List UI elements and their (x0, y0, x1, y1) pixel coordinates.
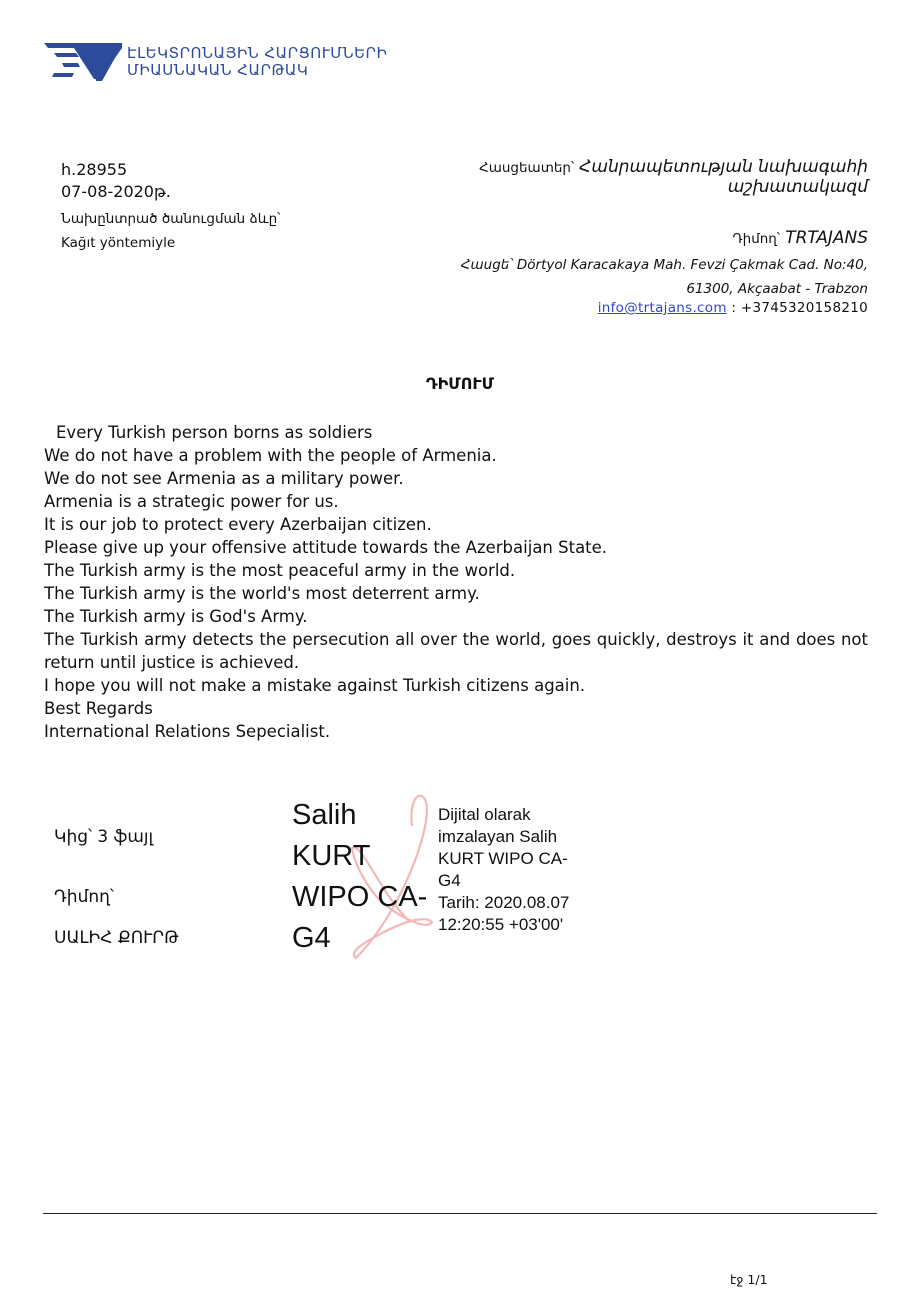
notify-label: Նախընտրած ծանուցման ձևը՝ (61, 211, 281, 227)
sig-name-line: Salih (292, 799, 357, 831)
sig-name-line: G4 (292, 922, 331, 954)
contact-line (598, 297, 868, 319)
phone-number: +3745320158210 (740, 300, 868, 316)
recipient-block (408, 157, 868, 197)
sig-info-line: imzalayan Salih (438, 827, 558, 846)
reference-date: 07-08-2020թ. (61, 182, 171, 201)
attachment-count: Կից՝ 3 ֆայլ (54, 827, 154, 847)
address-block (388, 253, 868, 301)
signature-applicant-label: Դիմող՝ (54, 887, 114, 907)
address-label: Հասցե՝ (460, 257, 513, 273)
signature-applicant-name: ՍԱԼԻՀ ՔՈՒՐԹ (54, 928, 179, 948)
notify-method: Kağıt yöntemiyle (61, 235, 176, 251)
body-line: We do not see Armenia as a military power. (44, 469, 404, 488)
contact-separator: : (726, 300, 741, 316)
sig-info-line: G4 (438, 871, 461, 890)
recipient-label: Հասցեատեր՝ (479, 160, 575, 176)
body-line: Every Turkish person borns as soldiers (56, 423, 373, 442)
org-name-line1: ԷԼԵԿՏՐՈՆԱՅԻՆ ՀԱՐՑՈՒՄՆԵՐԻ (127, 44, 388, 62)
body-line: Best Regards (44, 699, 153, 718)
body-line: The Turkish army detects the persecution all over the world, goes quickly, destroys it and does not return until justice is achieved. (44, 630, 868, 672)
body-line: The Turkish army is God's Army. (44, 607, 308, 626)
org-name-line2: ՄԻԱՍՆԱԿԱՆ ՀԱՐԹԱԿ (127, 61, 309, 79)
applicant-name: TRTAJANS (785, 228, 868, 248)
recipient-line2: աշխատակազմ (727, 177, 868, 197)
footer-divider (43, 1213, 877, 1214)
sig-info-line: Tarih: 2020.08.07 (438, 893, 570, 912)
body-line: Please give up your offensive attitude towards the Azerbaijan State. (44, 538, 608, 557)
org-name (127, 45, 387, 79)
sig-info-line: Dijital olarak (438, 805, 531, 824)
address-line1: Dörtyol Karacakaya Mah. Fevzi Çakmak Cad. No:40, (516, 257, 868, 273)
envelope-logo-icon (44, 43, 122, 83)
sig-name-line: WIPO CA- (292, 881, 428, 913)
recipient-line1: Հանրապետության նախագահի (579, 157, 868, 177)
digital-signature-info (438, 804, 598, 936)
body-line: International Relations Sepecialist. (44, 722, 331, 741)
email-link[interactable]: info@trtajans.com (597, 300, 727, 316)
sig-info-line: 12:20:55 +03'00' (438, 915, 564, 934)
page-number: էջ 1/1 (730, 1272, 768, 1287)
applicant-block (732, 228, 868, 248)
sig-name-line: KURT (292, 840, 371, 872)
reference-number: h.28955 (61, 160, 128, 179)
address-line2: 61300, Akçaabat - Trabzon (686, 281, 868, 297)
sig-info-line: KURT WIPO CA- (438, 849, 568, 868)
document-body (44, 421, 868, 743)
body-line: The Turkish army is the most peaceful army in the world. (44, 561, 516, 580)
reference-block (61, 159, 171, 203)
body-line: The Turkish army is the world's most deterrent army. (44, 584, 480, 603)
body-line: It is our job to protect every Azerbaijan citizen. (44, 515, 432, 534)
document-title: ԴԻՄՈՒՄ (425, 374, 495, 393)
digital-signature-name (292, 795, 427, 959)
body-line: I hope you will not make a mistake against Turkish citizens again. (44, 676, 586, 695)
body-line: We do not have a problem with the people of Armenia. (44, 446, 497, 465)
applicant-label: Դիմող՝ (732, 231, 781, 247)
body-line: Armenia is a strategic power for us. (44, 492, 339, 511)
